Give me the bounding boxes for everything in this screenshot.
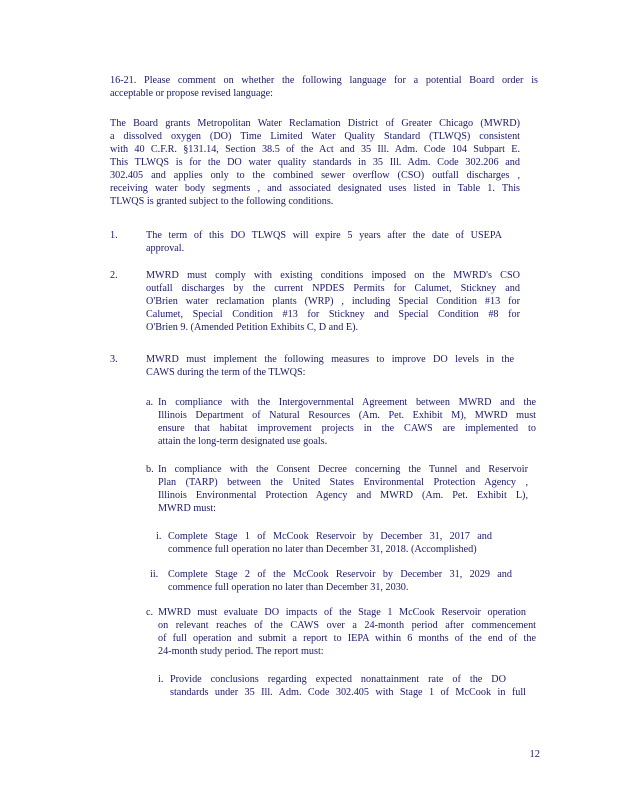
sub-sub-item-line: Complete Stage 1 of McCook Reservoir by December 31, 2017 and [168, 531, 492, 542]
sub-item-line: MWRD must: [158, 503, 217, 514]
list-item-line: MWRD must implement the following measures to improve DO levels in the [146, 354, 514, 365]
list-item-line: O'Brien 9. (Amended Petition Exhibits C, D and E). [146, 322, 359, 333]
intro-line: This TLWQS is for the DO water quality standards in 35 Ill. Adm. Code 302.206 and [110, 157, 520, 168]
list-item-3 [146, 353, 514, 379]
sub-item-line: In compliance with the Consent Decree concerning the Tunnel and Reservoir [158, 464, 528, 475]
sub-item-line: on relevant reaches of the CAWS over a 24-month period after commencement [158, 620, 536, 631]
sub-sub-item-line: commence full operation no later than December 31, 2030. [168, 582, 409, 593]
intro-line: a dissolved oxygen (DO) Time Limited Water Quality Standard (TLWQS) consistent [110, 131, 520, 142]
sub-sub-item-label: i. [156, 531, 162, 542]
sub-item-line: Illinois Environmental Protection Agency and MWRD (Am. Pet. Exhibit L), [158, 490, 528, 501]
sub-sub-item-b-ii [168, 568, 512, 594]
sub-item-line: of full operation and submit a report to IEPA within 6 months of the end of the [158, 633, 536, 644]
list-item-number: 3. [110, 354, 118, 365]
sub-sub-item-line: Complete Stage 2 of the McCook Reservoir by December 31, 2029 and [168, 569, 512, 580]
sub-item-c [158, 606, 536, 658]
sub-sub-item-b-i [168, 530, 520, 556]
sub-sub-item-line: Provide conclusions regarding expected nonattainment rate of the DO [170, 674, 506, 685]
sub-item-line: MWRD must evaluate DO impacts of the Stage 1 McCook Reservoir operation [158, 607, 526, 618]
sub-item-a [158, 396, 536, 448]
list-item-line: CAWS during the term of the TLWQS: [146, 367, 306, 378]
list-item-number: 2. [110, 270, 118, 281]
list-item-line: Calumet, Special Condition #13 for Stickney and Special Condition #8 for [146, 309, 520, 320]
intro-line: TLWQS is granted subject to the following conditions. [110, 196, 334, 207]
intro-paragraph [110, 117, 520, 208]
sub-sub-item-line: standards under 35 Ill. Adm. Code 302.405 with Stage 1 of McCook in full [170, 687, 526, 698]
intro-line: 302.405 and applies only to the combined sewer overflow (CSO) outfall discharges , [110, 170, 520, 181]
list-item-line: approval. [146, 243, 185, 254]
intro-line: The Board grants Metropolitan Water Reclamation District of Greater Chicago (MWRD) [110, 118, 520, 129]
question-paragraph [110, 74, 538, 100]
intro-line: receiving water body segments , and associated designated uses listed in Table 1. This [110, 183, 520, 194]
sub-sub-item-label: ii. [150, 569, 159, 580]
sub-item-label: a. [146, 397, 154, 408]
sub-item-label: b. [146, 464, 154, 475]
sub-item-label: c. [146, 607, 154, 618]
sub-sub-item-label: i. [158, 674, 164, 685]
list-item-line: MWRD must comply with existing conditions imposed on the MWRD's CSO [146, 270, 520, 281]
list-item-number: 1. [110, 230, 118, 241]
list-item-line: O'Brien water reclamation plants (WRP) , including Special Condition #13 for [146, 296, 520, 307]
sub-item-line: Illinois Department of Natural Resources (Am. Pet. Exhibit M), MWRD must [158, 410, 536, 421]
list-item-1 [146, 229, 502, 255]
sub-item-line: Plan (TARP) between the United States Environmental Protection Agency , [158, 477, 528, 488]
sub-sub-item-c-i [170, 673, 526, 699]
sub-sub-item-line: commence full operation no later than December 31, 2018. (Accomplished) [168, 544, 477, 555]
sub-item-b [158, 463, 528, 515]
list-item-line: outfall discharges by the current NPDES Permits for Calumet, Stickney and [146, 283, 520, 294]
list-item-line: The term of this DO TLWQS will expire 5 years after the date of USEPA [146, 230, 502, 241]
sub-item-line: In compliance with the Intergovernmental Agreement between MWRD and the [158, 397, 536, 408]
list-item-2 [146, 269, 520, 334]
page-number: 12 [529, 749, 540, 760]
sub-item-line: 24-month study period. The report must: [158, 646, 324, 657]
sub-item-line: ensure that habitat improvement projects in the CAWS are implemented to [158, 423, 536, 434]
intro-line: with 40 C.F.R. §131.14, Section 38.5 of the Act and 35 Ill. Adm. Code 104 Subpart E. [110, 144, 520, 155]
sub-item-line: attain the long-term designated use goals. [158, 436, 328, 447]
question-line: acceptable or propose revised language: [110, 88, 273, 99]
question-line: 16-21. Please comment on whether the following language for a potential Board order is [110, 75, 538, 86]
